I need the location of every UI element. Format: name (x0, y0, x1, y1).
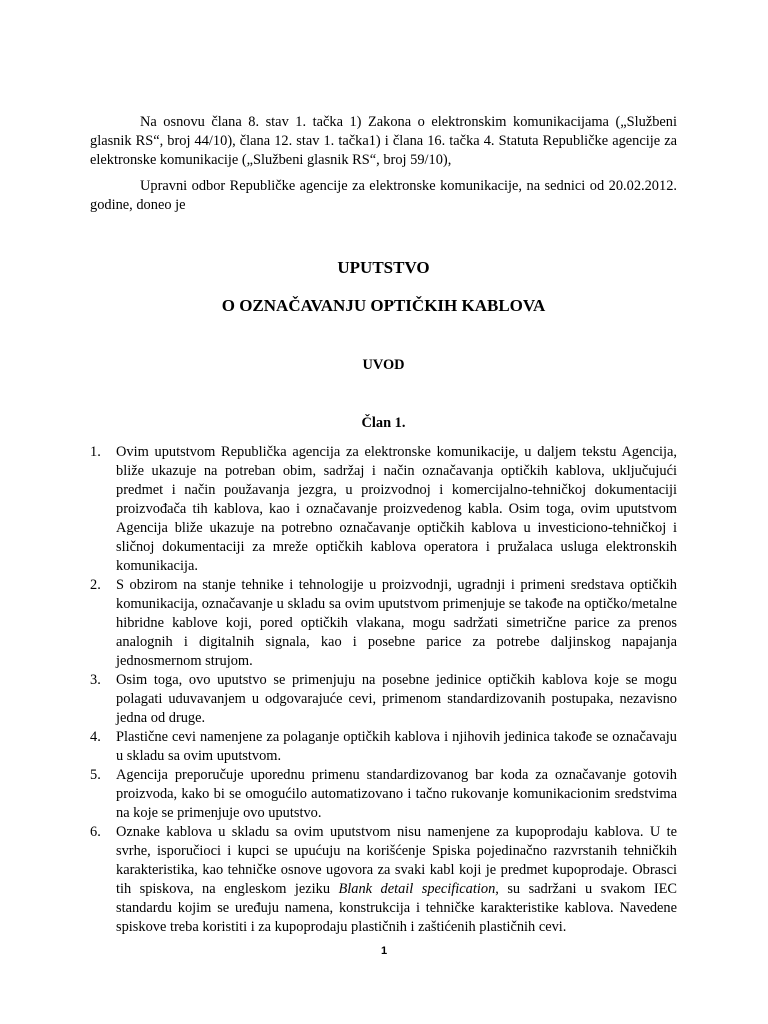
list-item (90, 671, 677, 728)
section-heading-uvod: UVOD (362, 357, 405, 373)
page-number: 1 (380, 945, 388, 957)
list-item-number: 2. (90, 577, 101, 593)
intro-paragraph-legal-basis: Na osnovu člana 8. stav 1. tačka 1) Zakona o elektronskim komunikacijama („Službeni glasnik RS“, broj 44/10), člana 12. stav 1. tačka1) i člana 16. tačka 4. Statuta Republičke agencije za elektronske komunikacije („Službeni glasnik RS“, broj 59/10), (90, 114, 677, 168)
list-item-text: S obzirom na stanje tehnike i tehnologije u proizvodnji, ugradnji i primeni sredstava optičkih komunikacija, označavanje u skladu sa ovim uputstvom primenjuje se takođe na optičko/metalne hibridne kablove koji, pored optičkih vlakana, mogu sadržati simetrične parice za prenos analognih i digitalnih signala, kao i posebne parice za potrebe daljinskog napajanja jednosmernom strujom. (116, 577, 677, 669)
list-item-text-end: , su sadržani u svakom IEC standardu kojim se uređuju namena, konstrukcija i tehničke karakteristike kablova. Navedene spiskove treba koristiti i za kupoprodaju plastičnih i zaštićenih plastičnih cevi. (116, 881, 678, 935)
list-item-number: 4. (90, 729, 101, 745)
list-item (90, 576, 677, 671)
document-title: UPUTSTVO (337, 258, 430, 277)
document-page (90, 113, 677, 937)
list-item-text-italic: Blank detail specification (338, 881, 496, 897)
list-item-text: Ovim uputstvom Republička agencija za elektronske komunikacije, u daljem tekstu Agencija, bliže ukazuje na potreban obim, sadržaj i način označavanja optičkih kablova, uključujući predmet i način použavanja jezgra, u proizvodnoj i komercijalno-tehničkoj dokumentaciji proizvođača tih kablova, kao i označavanje proizvedenog kabla. Osim toga, ovim uputstvom Agencija bliže ukazuje na potrebno označavanje optičkih kablova u investiciono-tehničkoj i sličnoj dokumentaciji za mreže optičkih kablova operatora i pružalaca usluga elektronskih komunikacija. (116, 444, 677, 574)
article-heading: Član 1. (361, 415, 406, 431)
article-item-list (90, 443, 677, 937)
list-item-number: 6. (90, 824, 101, 840)
list-item-number: 5. (90, 767, 101, 783)
list-item-number: 1. (90, 444, 101, 460)
list-item (90, 443, 677, 576)
list-item-text-start: Oznake kablova u skladu sa ovim uputstvom nisu namenjene za kupoprodaju kablova. U te svrhe, isporučioci i kupci se upućuju na korišćenje Spiska pojedinačno razvrstanih tehničkih karakteristika, kao tehničke osnove ugovora za svaki kabl koji je predmet kupoprodaje. Obrasci tih spiskova, na engleskom jeziku (116, 824, 677, 897)
list-item-number: 3. (90, 672, 101, 688)
list-item-text: Agencija preporučuje uporednu primenu standardizovanog bar koda za označavanje gotovih proizvoda, kako bi se omogućilo automatizovano i tačno rukovanje komunikacionim sredstvima na koje se primenjuje ovo uputstvo. (116, 767, 677, 821)
list-item-text: Osim toga, ovo uputstvo se primenjuju na posebne jedinice optičkih kablova koje se mogu polagati uduvavanjem u odgovarajuće cevi, primenom standardizovanih postupaka, nezavisno jedna od druge. (116, 672, 677, 726)
list-item (90, 766, 677, 823)
document-subtitle: O OZNAČAVANJU OPTIČKIH KABLOVA (221, 296, 546, 315)
intro-paragraph-board-decision: Upravni odbor Republičke agencije za elektronske komunikacije, na sednici od 20.02.2012. godine, doneo je (90, 178, 677, 213)
list-item-text: Plastične cevi namenjene za polaganje optičkih kablova i njihovih jedinica takođe se označavaju u skladu sa ovim uputstvom. (116, 729, 677, 764)
list-item (90, 728, 677, 766)
list-item (90, 823, 677, 937)
